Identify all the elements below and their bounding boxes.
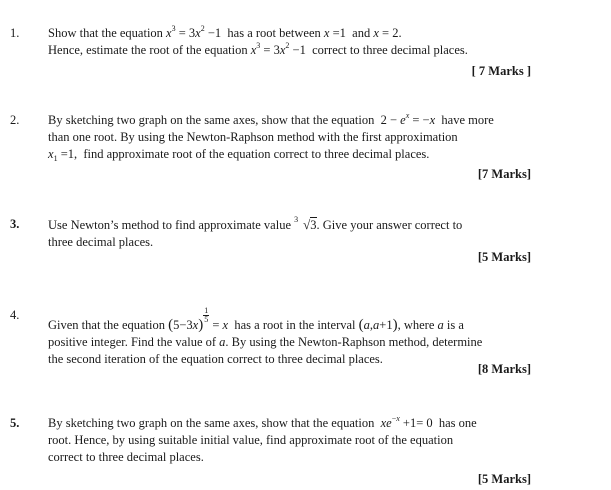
question-number: 3.	[10, 217, 20, 231]
question-line: By sketching two graph on the same axes, show that the equation $xe^{-x} +1= 0$ has one	[48, 414, 477, 430]
question-line: By sketching two graph on the same axes, show that the equation $2 - e^x = -x$ have more	[48, 111, 494, 127]
question-text	[48, 415, 538, 466]
question-line: root. Hence, by using suitable initial value, find approximate root of the equation	[48, 433, 454, 447]
question-line: three decimal places.	[48, 235, 154, 249]
question-line: Given that the equation (5−3x) $\frac{1}{5}$ = x has a root in the interval (a,a+1), where a is a	[48, 306, 464, 333]
question-line: $x_1 =1$, find approximate root of the equation correct to three decimal places.	[48, 147, 430, 163]
marks-label: [5 Marks]	[477, 472, 531, 486]
marks-label: [8 Marks]	[477, 362, 531, 376]
marks-label: [ 7 Marks ]	[471, 64, 531, 78]
question-text	[48, 216, 538, 251]
question-number: 2.	[10, 113, 20, 127]
question-line: the second iteration of the equation correct to three decimal places.	[48, 352, 383, 366]
question-line: Show that the equation $x^3 = 3x^2 -1$ has a root between x =1 and x = 2.	[48, 24, 402, 40]
question-number: 5.	[10, 416, 20, 430]
question-text	[48, 112, 538, 163]
question-line: Hence, estimate the root of the equation $x^3 = 3x^2 -1$ correct to three decimal places.	[48, 41, 468, 57]
question-text	[48, 25, 538, 59]
question-line: positive integer. Find the value of a. By using the Newton-Raphson method, determine	[48, 335, 483, 349]
question-number: 1.	[10, 26, 20, 40]
question-number: 4.	[10, 308, 20, 322]
question-text	[48, 307, 538, 368]
marks-label: [5 Marks]	[477, 250, 531, 264]
question-line: correct to three decimal places.	[48, 450, 204, 464]
marks-label: [7 Marks]	[477, 167, 531, 181]
question-line: than one root. By using the Newton-Raphson method with the first approximation	[48, 130, 458, 144]
question-line: Use Newton’s method to find approximate value 3 √3. Give your answer correct to	[48, 215, 463, 232]
